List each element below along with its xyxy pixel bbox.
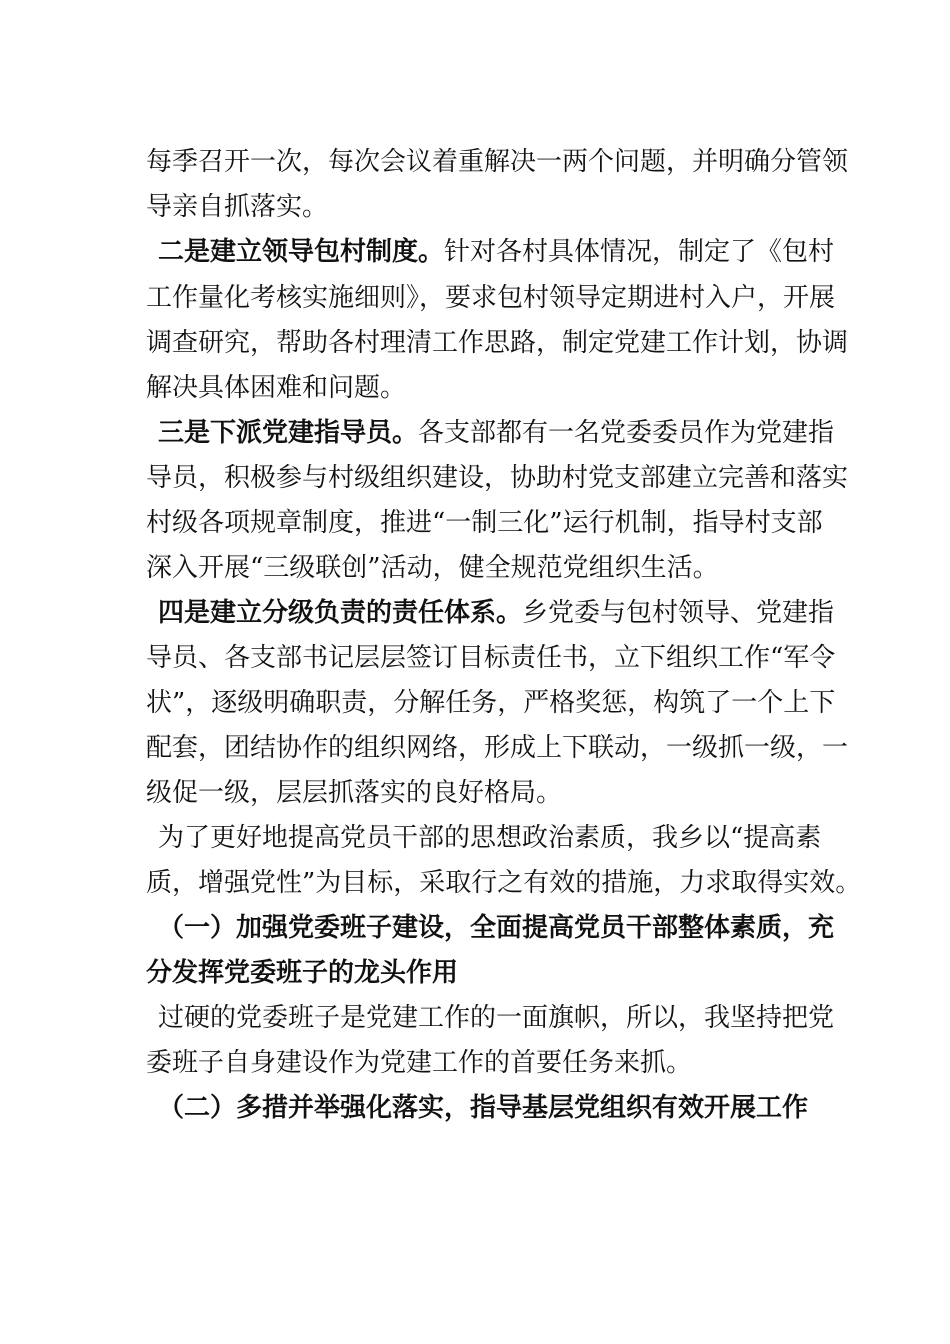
paragraph-2-lead: 二是建立领导包村制度。	[158, 237, 445, 267]
paragraph-6-line-2: 委班子自身建设作为党建工作的首要任务来抓。	[146, 1048, 693, 1078]
paragraph-3-line-1	[0, 413, 950, 453]
section-heading-1-line-2: 分发挥党委班子的龙头作用	[146, 958, 459, 988]
section-heading-1-line-1: （一）加强党委班子建设，全面提高党员干部整体素质，充	[158, 913, 835, 943]
paragraph-4-line-1	[0, 593, 950, 633]
paragraph-6-line-1: 过硬的党委班子是党建工作的一面旗帜，所以，我坚持把党	[158, 1003, 835, 1033]
paragraph-4-line-1-rest: 乡党委与包村领导、党建指	[522, 598, 835, 628]
paragraph-3-line-2: 导员，积极参与村级组织建设，协助村党支部建立完善和落实	[146, 463, 849, 493]
paragraph-4-line-5: 级促一级，层层抓落实的良好格局。	[146, 778, 563, 808]
paragraph-4-line-3: 状”，逐级明确职责，分解任务，严格奖惩，构筑了一个上下	[146, 688, 836, 718]
paragraph-3-line-4: 深入开展“三级联创”活动，健全规范党组织生活。	[146, 553, 719, 583]
paragraph-3-lead: 三是下派党建指导员。	[158, 418, 419, 448]
paragraph-2-line-1-rest: 针对各村具体情况，制定了《包村	[444, 237, 835, 267]
paragraph-4-lead: 四是建立分级负责的责任体系。	[158, 598, 523, 628]
paragraph-4-line-4: 配套，团结协作的组织网络，形成上下联动，一级抓一级，一	[146, 733, 849, 763]
paragraph-2-line-1	[0, 232, 950, 272]
paragraph-2-line-3: 调查研究，帮助各村理清工作思路，制定党建工作计划，协调	[146, 328, 849, 358]
paragraph-1-line-2: 导亲自抓落实。	[146, 192, 329, 222]
section-heading-2-line-1: （二）多措并举强化落实，指导基层党组织有效开展工作	[158, 1093, 809, 1123]
paragraph-1-line-1: 每季召开一次，每次会议着重解决一两个问题，并明确分管领	[146, 147, 849, 177]
paragraph-5-line-1: 为了更好地提高党员干部的思想政治素质，我乡以“提高素	[158, 823, 822, 853]
paragraph-4-line-2: 导员、各支部书记层层签订目标责任书，立下组织工作“军令	[146, 643, 836, 673]
paragraph-3-line-3: 村级各项规章制度，推进“一制三化”运行机制，指导村支部	[146, 508, 823, 538]
paragraph-2-line-4: 解决具体困难和问题。	[146, 373, 407, 403]
paragraph-2-line-2: 工作量化考核实施细则》，要求包村领导定期进村入户，开展	[146, 283, 836, 313]
paragraph-5-line-2: 质，增强党性”为目标，采取行之有效的措施，力求取得实效。	[146, 868, 862, 898]
paragraph-3-line-1-rest: 各支部都有一名党委委员作为党建指	[418, 418, 835, 448]
